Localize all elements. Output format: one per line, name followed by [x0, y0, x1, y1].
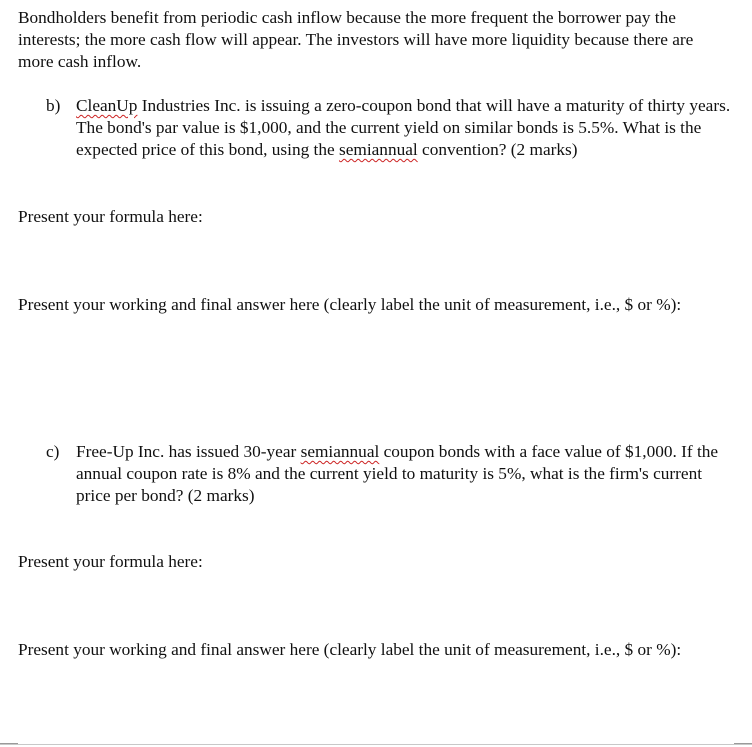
- intro-paragraph: [18, 7, 730, 73]
- question-c-formula-prompt: Present your formula here:: [18, 552, 203, 571]
- question-b-marker: b): [46, 96, 61, 115]
- spellcheck-word-cleanup: CleanUp: [76, 96, 138, 115]
- question-c-working-prompt: Present your working and final answer here (clearly label the unit of measurement, i.e., $ or %):: [18, 640, 682, 659]
- intro-text: Bondholders benefit from periodic cash inflow because the more frequent the borrower pay the interests; the more cash flow will appear. The investors will have more liquidity because there are more cash inflow.: [18, 8, 694, 71]
- question-c-text-part1: Free-Up Inc. has issued 30-year: [76, 442, 301, 461]
- question-c-text-part2: coupon bonds with a face value of $1,000. If the annual coupon rate is 8% and the current yield to maturity is 5%, what is the firm's current price per bond? (2 marks): [76, 442, 719, 505]
- question-b-text-part2: convention? (2 marks): [417, 140, 578, 159]
- question-b-formula-prompt: Present your formula here:: [18, 207, 203, 226]
- question-c: [46, 441, 736, 507]
- page-corner-mark-left: [0, 743, 18, 747]
- question-b: [46, 95, 736, 161]
- page-corner-mark-right: [734, 743, 752, 747]
- spellcheck-word-semiannual: semiannual: [339, 140, 418, 159]
- question-c-marker: c): [46, 442, 60, 461]
- question-b-text-part1: Industries Inc. is issuing a zero-coupon bond that will have a maturity of thirty years. The bond's par value is $1,000, and the current yield on similar bonds is 5.5%. What is the expected price of this bond, using the: [76, 96, 731, 159]
- question-b-working-prompt: Present your working and final answer here (clearly label the unit of measurement, i.e., $ or %):: [18, 295, 682, 314]
- question-c-text: [76, 441, 736, 507]
- page-bottom-divider: [0, 744, 752, 745]
- question-b-text: [76, 95, 736, 161]
- spellcheck-word-semiannual-c: semiannual: [300, 442, 380, 461]
